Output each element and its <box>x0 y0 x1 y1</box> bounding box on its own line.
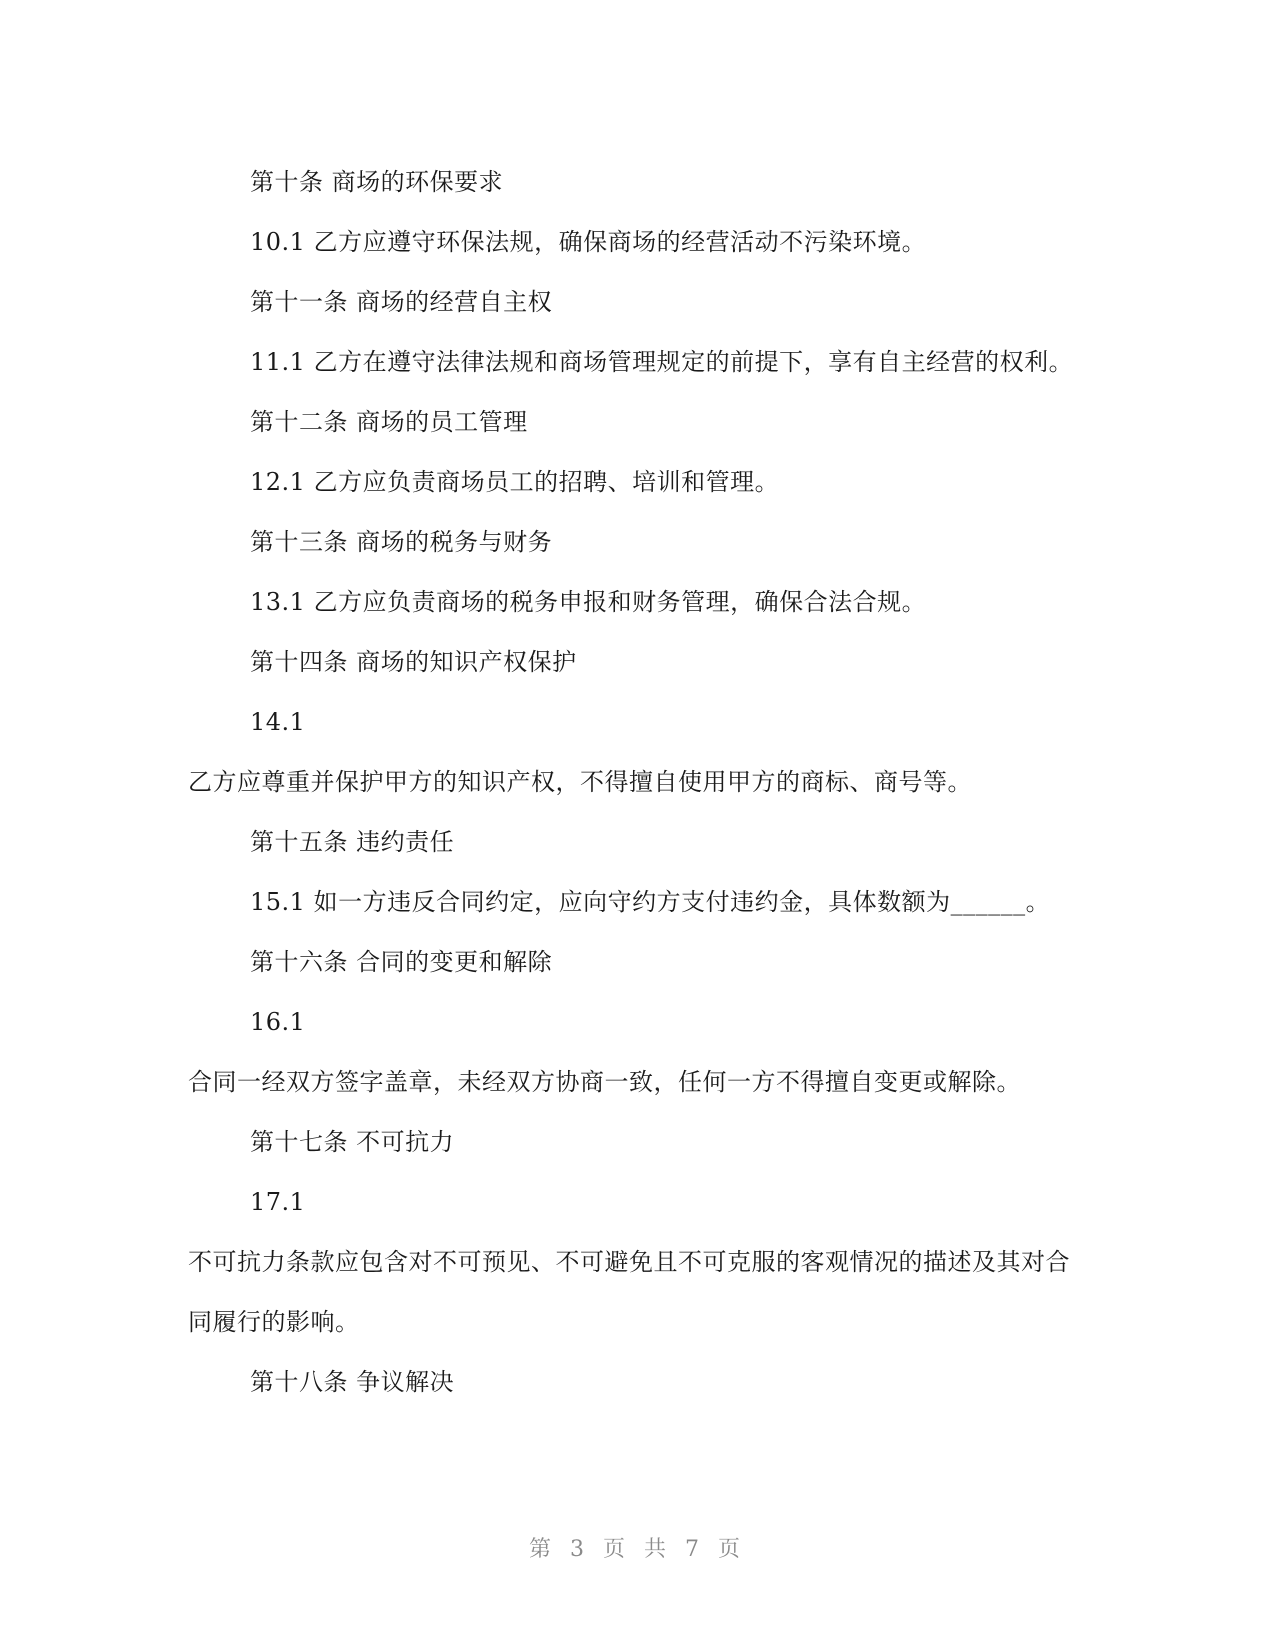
article-10-heading: 第十条 商场的环保要求 <box>250 168 504 196</box>
clause-16-1-number: 16.1 <box>250 1008 306 1036</box>
article-18-heading: 第十八条 争议解决 <box>250 1368 455 1396</box>
clause-17-1-text-line-2: 同履行的影响。 <box>188 1308 360 1336</box>
article-12-heading: 第十二条 商场的员工管理 <box>250 408 528 436</box>
clause-15-1: 15.1 如一方违反合同约定，应向守约方支付违约金，具体数额为______。 <box>250 888 1051 916</box>
clause-10-1: 10.1 乙方应遵守环保法规，确保商场的经营活动不污染环境。 <box>250 228 927 256</box>
article-11-heading: 第十一条 商场的经营自主权 <box>250 288 553 316</box>
article-14-heading: 第十四条 商场的知识产权保护 <box>250 648 577 676</box>
article-13-heading: 第十三条 商场的税务与财务 <box>250 528 553 556</box>
clause-17-1-number: 17.1 <box>250 1188 306 1216</box>
clause-13-1: 13.1 乙方应负责商场的税务申报和财务管理，确保合法合规。 <box>250 588 927 616</box>
page-number-footer: 第 3 页 共 7 页 <box>529 1537 746 1562</box>
article-15-heading: 第十五条 违约责任 <box>250 828 455 856</box>
clause-17-1-text-line-1: 不可抗力条款应包含对不可预见、不可避免且不可克服的客观情况的描述及其对合 <box>188 1248 1070 1276</box>
clause-12-1: 12.1 乙方应负责商场员工的招聘、培训和管理。 <box>250 468 780 496</box>
article-17-heading: 第十七条 不可抗力 <box>250 1128 455 1156</box>
article-16-heading: 第十六条 合同的变更和解除 <box>250 948 553 976</box>
clause-14-1-text: 乙方应尊重并保护甲方的知识产权，不得擅自使用甲方的商标、商号等。 <box>188 768 972 796</box>
clause-14-1-number: 14.1 <box>250 708 306 736</box>
clause-16-1-text: 合同一经双方签字盖章，未经双方协商一致，任何一方不得擅自变更或解除。 <box>188 1068 1021 1096</box>
clause-11-1: 11.1 乙方在遵守法律法规和商场管理规定的前提下，享有自主经营的权利。 <box>250 348 1074 376</box>
